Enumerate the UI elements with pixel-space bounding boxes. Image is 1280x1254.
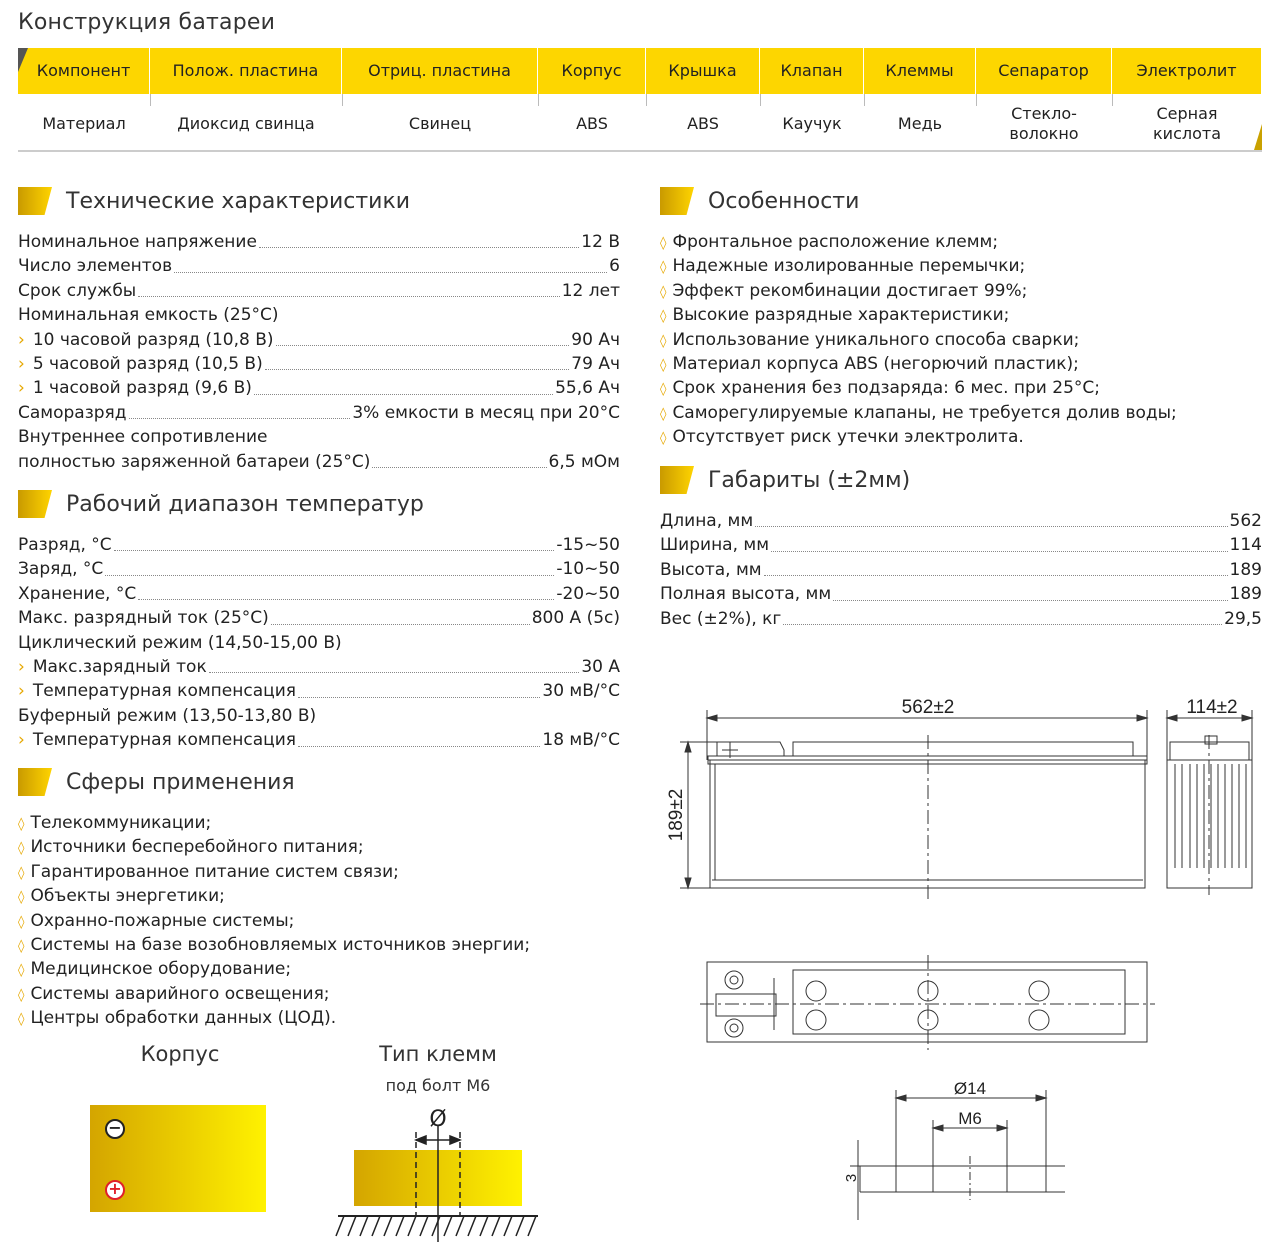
spec-label: 1 часовой разряд (9,6 В)	[32, 378, 252, 399]
dot-leader	[209, 655, 580, 673]
diamond-bullet-icon: ◊	[18, 1012, 25, 1028]
spec-value: 6	[609, 256, 620, 277]
list-item	[660, 303, 1262, 327]
column-separator	[150, 94, 151, 106]
spec-row	[660, 558, 1262, 582]
dot-leader	[259, 230, 579, 248]
spec-value: -10~50	[556, 559, 620, 580]
dot-leader	[271, 606, 530, 624]
diamond-bullet-icon: ◊	[660, 357, 667, 373]
list-item-text: Медицинское оборудование;	[30, 959, 292, 980]
diamond-bullet-icon: ◊	[18, 817, 25, 832]
dims-header	[660, 465, 1262, 495]
spec-label: Вес (±2%), кг	[660, 608, 782, 629]
spec-label: Высота, мм	[660, 559, 762, 580]
diamond-bullet-icon: ◊	[18, 987, 25, 1003]
dims-section	[660, 465, 1262, 631]
depth-label: 3	[843, 1173, 860, 1183]
spec-row	[18, 679, 620, 703]
spec-value: 12 В	[581, 232, 620, 252]
spec-value: 800 А (5с)	[531, 608, 620, 629]
dot-leader	[833, 582, 1227, 600]
diamond-bullet-icon: ◊	[660, 431, 667, 447]
dims-title: Габариты (±2мм)	[708, 467, 911, 493]
spec-heading-row	[18, 631, 620, 655]
section-marker	[660, 466, 694, 494]
spec-value: 55,6 Ач	[555, 378, 620, 399]
spec-value: 30 А	[581, 656, 620, 677]
spec-row	[18, 254, 620, 278]
construction-value-cell: Диоксид свинца	[177, 114, 315, 133]
list-item	[660, 279, 1262, 303]
spec-value: 189	[1229, 559, 1262, 580]
list-item-text: Охранно-пожарные системы;	[30, 910, 295, 931]
spec-label: полностью заряженной батареи (25°С)	[18, 451, 371, 472]
diamond-bullet-icon: ◊	[660, 406, 667, 422]
list-item-text: Эффект рекомбинации достигает 99%;	[672, 280, 1028, 301]
temp-header	[18, 489, 620, 519]
list-item	[660, 328, 1262, 352]
spec-label: Циклический режим (14,50-15,00 В)	[18, 632, 342, 653]
spec-value: 79 Ач	[571, 353, 620, 374]
list-item	[18, 982, 620, 1006]
list-item-text: Системы на базе возобновляемых источников энергии;	[30, 934, 531, 955]
dot-leader	[276, 328, 570, 346]
list-item	[18, 909, 620, 933]
spec-row	[18, 401, 620, 425]
dot-leader	[138, 279, 560, 297]
spec-value: 90 Ач	[571, 329, 620, 350]
construction-header-cell: Корпус	[538, 48, 646, 94]
spec-row	[660, 533, 1262, 557]
diamond-bullet-icon: ◊	[660, 260, 667, 276]
tech-title: Технические характеристики	[66, 188, 411, 214]
section-marker	[18, 187, 52, 215]
list-item	[18, 933, 620, 957]
page-title: Конструкция батареи	[18, 10, 276, 35]
list-item-text: Использование уникального способа сварки;	[672, 329, 1080, 350]
spec-row	[18, 655, 620, 679]
spec-heading-row	[18, 425, 620, 449]
dot-leader	[771, 533, 1227, 551]
dot-leader	[372, 450, 546, 468]
dot-leader	[298, 728, 540, 746]
list-item	[660, 230, 1262, 254]
temp-section	[18, 489, 620, 753]
construction-header-cell: Крышка	[646, 48, 760, 94]
spec-label: Макс. разрядный ток (25°С)	[18, 608, 269, 629]
dot-leader	[174, 254, 607, 272]
spec-row	[18, 606, 620, 630]
positive-terminal-icon: +	[105, 1180, 125, 1200]
spec-row	[18, 328, 620, 352]
height-dim-label: 189±2	[666, 788, 687, 842]
list-item-text: Высокие разрядные характеристики;	[672, 305, 1010, 326]
case-title: Корпус	[140, 1042, 220, 1066]
dims-rows	[660, 509, 1262, 631]
spec-value: 3% емкости в месяц при 20°С	[352, 402, 620, 423]
spec-value: 114	[1229, 535, 1262, 556]
spec-label: Саморазряд	[18, 402, 127, 423]
apps-list	[18, 811, 620, 1031]
battery-drawing	[660, 680, 1280, 1220]
spec-row	[18, 557, 620, 581]
construction-bottom-line	[18, 150, 1262, 152]
section-marker	[18, 768, 52, 796]
spec-label: Температурная компенсация	[32, 681, 296, 702]
terminal-subtitle: под болт М6	[385, 1076, 491, 1095]
dot-leader	[783, 607, 1222, 625]
negative-terminal-icon: −	[105, 1119, 125, 1139]
dot-leader	[129, 401, 351, 419]
construction-value-cell: Свинец	[408, 114, 472, 133]
diamond-bullet-icon: ◊	[18, 938, 25, 954]
list-item-text: Саморегулируемые клапаны, не требуется долив воды;	[672, 402, 1177, 423]
column-separator	[760, 94, 761, 106]
chevron-icon: ›	[18, 378, 25, 399]
spec-row	[18, 376, 620, 400]
list-item	[660, 254, 1262, 278]
dot-leader	[138, 582, 554, 600]
construction-value-cell: Стекло- волокно	[1009, 104, 1079, 143]
column-separator	[646, 94, 647, 106]
construction-header-cell: Клеммы	[864, 48, 976, 94]
list-item	[18, 957, 620, 981]
terminal-diagram	[334, 1102, 544, 1246]
diamond-bullet-icon: ◊	[18, 963, 25, 979]
tech-header	[18, 186, 620, 216]
construction-header-cell: Компонент	[18, 48, 150, 94]
features-title: Особенности	[708, 188, 860, 214]
construction-value-cell: Медь	[897, 114, 943, 133]
apps-header	[18, 767, 620, 797]
diamond-bullet-icon: ◊	[660, 284, 667, 300]
column-separator	[342, 94, 343, 106]
spec-label: Хранение, °С	[18, 583, 137, 604]
spec-heading-row	[18, 303, 620, 327]
spec-label: Число элементов	[18, 256, 173, 277]
spec-heading-row	[18, 704, 620, 728]
spec-label: 10 часовой разряд (10,8 В)	[32, 329, 274, 350]
dot-leader	[254, 376, 553, 394]
list-item-text: Фронтальное расположение клемм;	[672, 232, 999, 252]
column-separator	[864, 94, 865, 106]
list-item-text: Материал корпуса ABS (негорючий пластик);	[672, 353, 1079, 374]
spec-row	[660, 582, 1262, 606]
spec-value: 30 мВ/°С	[542, 681, 620, 702]
spec-label: Макс.зарядный ток	[32, 656, 207, 677]
list-item	[18, 884, 620, 908]
diameter-label: Ø14	[953, 1079, 987, 1098]
list-item	[18, 835, 620, 859]
chevron-icon: ›	[18, 329, 25, 350]
spec-label: Номинальное напряжение	[18, 232, 257, 252]
spec-label: Заряд, °С	[18, 559, 104, 580]
diameter-symbol: Ø	[429, 1107, 447, 1132]
diamond-bullet-icon: ◊	[18, 914, 25, 930]
length-dim-label: 562±2	[901, 697, 955, 718]
list-item-text: Системы аварийного освещения;	[30, 983, 330, 1004]
spec-value: -20~50	[556, 583, 620, 604]
list-item	[660, 352, 1262, 376]
construction-header-cell: Сепаратор	[976, 48, 1112, 94]
dot-leader	[114, 533, 555, 551]
spec-label: Срок службы	[18, 280, 137, 301]
column-separator	[976, 94, 977, 106]
list-item-text: Центры обработки данных (ЦОД).	[30, 1008, 337, 1029]
list-item-text: Надежные изолированные перемычки;	[672, 256, 1026, 277]
apps-section	[18, 767, 620, 1031]
construction-value-cell: Каучук	[782, 114, 842, 133]
section-marker	[660, 187, 694, 215]
spec-row	[18, 352, 620, 376]
list-item-text: Гарантированное питание систем связи;	[30, 861, 399, 882]
spec-row	[18, 450, 620, 474]
chevron-icon: ›	[18, 656, 25, 677]
width-dim-label: 114±2	[1186, 697, 1238, 718]
spec-label: Внутреннее сопротивление	[18, 427, 268, 448]
spec-label: Длина, мм	[660, 511, 754, 531]
diamond-bullet-icon: ◊	[660, 236, 667, 251]
spec-label: Полная высота, мм	[660, 584, 832, 605]
features-list	[660, 230, 1262, 450]
diamond-bullet-icon: ◊	[660, 333, 667, 349]
dot-leader	[298, 679, 540, 697]
list-item-text: Телекоммуникации;	[30, 813, 212, 833]
spec-value: 562	[1229, 511, 1262, 531]
spec-label: Номинальная емкость (25°С)	[18, 305, 279, 326]
spec-row	[18, 533, 620, 557]
case-body	[90, 1105, 266, 1212]
construction-header-cell: Полож. пластина	[150, 48, 342, 94]
features-section	[660, 186, 1262, 450]
list-item-text: Отсутствует риск утечки электролита.	[672, 427, 1024, 448]
spec-row	[660, 607, 1262, 631]
tech-rows	[18, 230, 620, 474]
construction-value-cell: Серная кислота	[1153, 104, 1221, 143]
chevron-icon: ›	[18, 681, 25, 702]
temp-rows	[18, 533, 620, 753]
construction-value-cell: ABS	[576, 114, 608, 133]
diamond-bullet-icon: ◊	[18, 865, 25, 881]
spec-row	[660, 509, 1262, 533]
spec-row	[18, 582, 620, 606]
spec-label: 5 часовой разряд (10,5 В)	[32, 353, 263, 374]
list-item	[660, 425, 1262, 449]
bolt-label: M6	[958, 1109, 982, 1128]
diamond-bullet-icon: ◊	[18, 890, 25, 906]
spec-row	[18, 728, 620, 752]
spec-label: Ширина, мм	[660, 535, 770, 556]
apps-title: Сферы применения	[66, 769, 295, 795]
features-header	[660, 186, 1262, 216]
diamond-bullet-icon: ◊	[660, 309, 667, 325]
spec-value: 29,5	[1224, 608, 1262, 629]
chevron-icon: ›	[18, 353, 25, 374]
spec-row	[18, 279, 620, 303]
terminal-title: Тип клемм	[379, 1042, 497, 1066]
list-item	[660, 376, 1262, 400]
tech-section	[18, 186, 620, 474]
construction-value-cell: Материал	[42, 114, 126, 133]
construction-header-cell: Отриц. пластина	[342, 48, 538, 94]
dot-leader	[265, 352, 570, 370]
spec-value: 6,5 мОм	[548, 451, 620, 472]
dot-leader	[105, 557, 554, 575]
construction-header-cell: Электролит	[1112, 48, 1262, 94]
spec-value: 12 лет	[561, 280, 620, 301]
dot-leader	[764, 558, 1228, 576]
spec-value: -15~50	[556, 535, 620, 555]
spec-value: 189	[1229, 584, 1262, 605]
list-item	[660, 401, 1262, 425]
spec-label: Разряд, °С	[18, 535, 112, 555]
spec-value: 18 мВ/°С	[542, 730, 620, 751]
dot-leader	[755, 509, 1227, 527]
list-item	[18, 811, 620, 835]
construction-header-cell: Клапан	[760, 48, 864, 94]
list-item-text: Объекты энергетики;	[30, 886, 225, 907]
diamond-bullet-icon: ◊	[18, 841, 25, 857]
chevron-icon: ›	[18, 730, 25, 751]
column-separator	[1112, 94, 1113, 106]
spec-row	[18, 230, 620, 254]
temp-title: Рабочий диапазон температур	[66, 491, 424, 517]
diamond-bullet-icon: ◊	[660, 382, 667, 398]
spec-label: Температурная компенсация	[32, 730, 296, 751]
list-item-text: Источники бесперебойного питания;	[30, 837, 364, 858]
column-separator	[538, 94, 539, 106]
list-item	[18, 860, 620, 884]
list-item-text: Срок хранения без подзаряда: 6 мес. при 25°С;	[672, 378, 1100, 399]
construction-value-cell: ABS	[687, 114, 719, 133]
spec-label: Буферный режим (13,50-13,80 В)	[18, 705, 317, 726]
list-item	[18, 1006, 620, 1030]
section-marker	[18, 490, 52, 518]
